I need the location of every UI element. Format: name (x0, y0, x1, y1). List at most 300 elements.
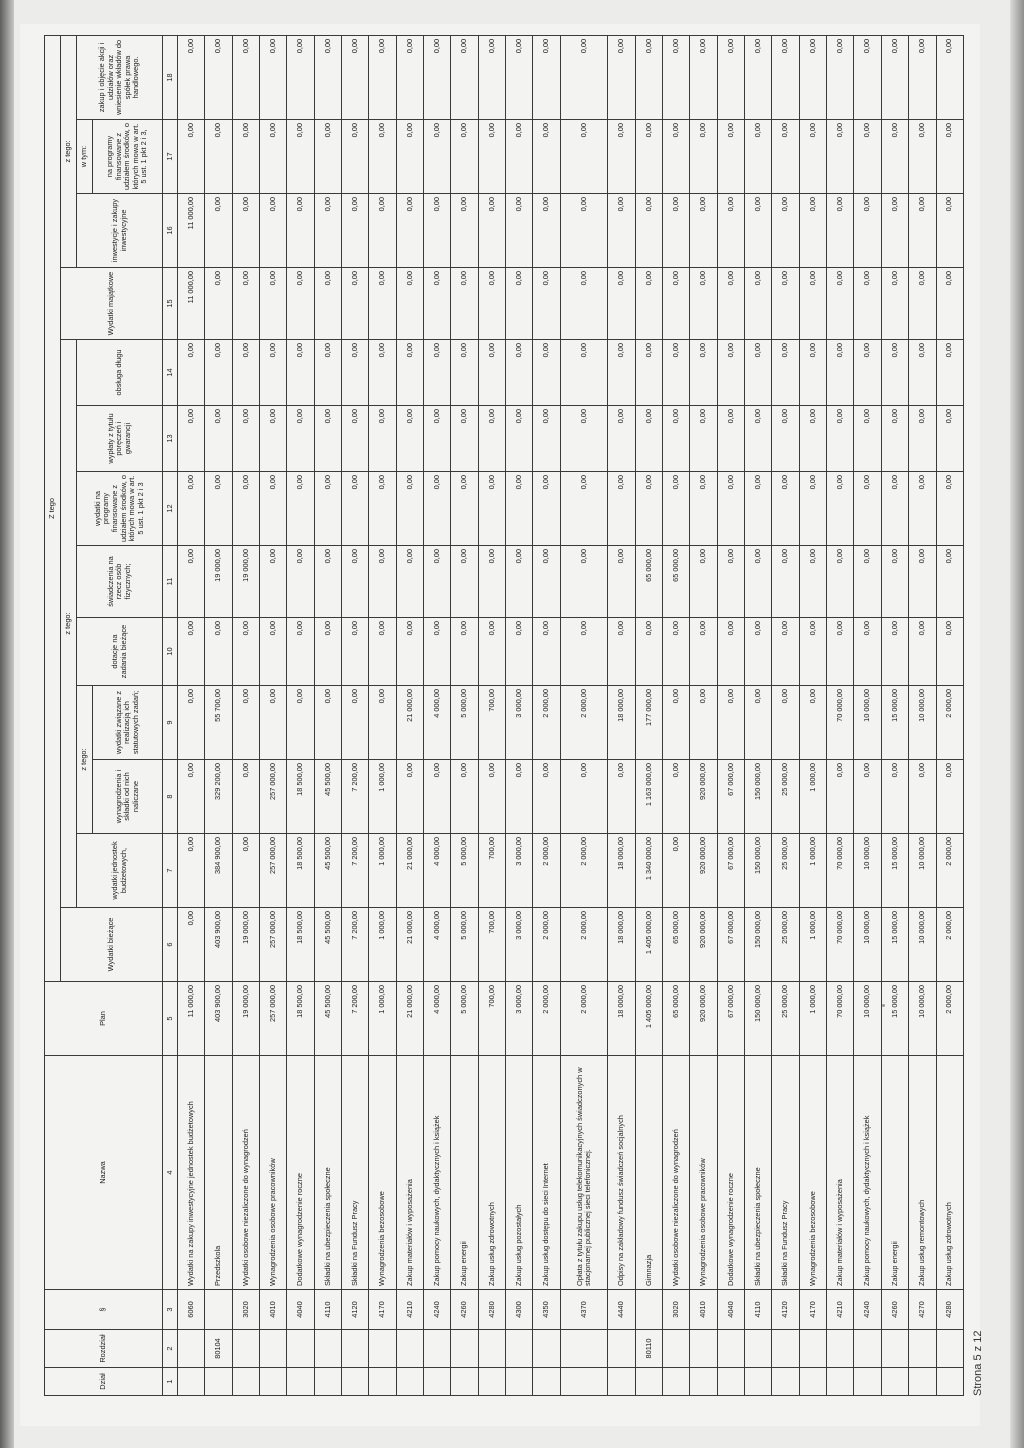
cell-value: 0,00 (854, 546, 881, 618)
cell-value: 0,00 (663, 472, 690, 546)
cell-value: 45 500,00 (314, 982, 341, 1056)
cell-value: 0,00 (342, 35, 369, 119)
cell-value: 0,00 (827, 618, 854, 686)
cell-value: 0,00 (717, 35, 744, 119)
cell-value: 21 000,00 (396, 686, 423, 760)
cell-value: 0,00 (178, 908, 205, 982)
cell-rozdzial (260, 1330, 287, 1368)
cell-value: 0,00 (909, 35, 936, 119)
cell-value: 2 000,00 (560, 834, 608, 908)
table-body (163, 35, 964, 1395)
cell-value: 0,00 (478, 760, 505, 834)
cell-value: 0,00 (478, 268, 505, 340)
cell-value: 0,00 (232, 120, 259, 194)
cell-dzial (478, 1368, 505, 1396)
cell-value: 0,00 (745, 194, 772, 268)
cell-value: 0,00 (690, 35, 717, 119)
scan-shadow-left (0, 0, 14, 1448)
column-number: 8 (163, 760, 178, 834)
cell-nazwa: Składki na ubezpieczenia społeczne (314, 1056, 341, 1290)
cell-value: 1 000,00 (799, 834, 826, 908)
cell-value: 0,00 (772, 406, 799, 472)
cell-value: 150 000,00 (745, 908, 772, 982)
cell-value: 0,00 (342, 472, 369, 546)
column-number: 6 (163, 908, 178, 982)
cell-value: 19 000,00 (232, 982, 259, 1056)
cell-rozdzial (690, 1330, 717, 1368)
cell-value: 0,00 (717, 340, 744, 406)
col-header-programy-ue: wydatki na programy finansowane z udziałem środków, o których mowa w art. 5 ust. 1 pkt 2 i 3 (77, 472, 163, 546)
table-row (506, 35, 533, 1395)
cell-value: 0,00 (772, 120, 799, 194)
cell-value: 0,00 (205, 194, 232, 268)
cell-value: 0,00 (369, 686, 396, 760)
cell-value: 0,00 (560, 120, 608, 194)
cell-value: 0,00 (287, 35, 314, 119)
cell-nazwa: Wynagrodzenia bezosobowe (799, 1056, 826, 1290)
table-row (772, 35, 799, 1395)
cell-paragraf: 4170 (799, 1290, 826, 1330)
cell-value: 0,00 (717, 120, 744, 194)
cell-value: 3 000,00 (506, 908, 533, 982)
cell-nazwa: Dodatkowe wynagrodzenie roczne (287, 1056, 314, 1290)
cell-value: 0,00 (608, 406, 635, 472)
cell-value: 0,00 (178, 120, 205, 194)
cell-value: 18 000,00 (608, 908, 635, 982)
cell-nazwa: Przedszkola (205, 1056, 232, 1290)
table-row (342, 35, 369, 1395)
cell-value: 0,00 (424, 35, 451, 119)
cell-value: 0,00 (342, 618, 369, 686)
cell-value: 0,00 (690, 546, 717, 618)
cell-value: 1 163 000,00 (635, 760, 662, 834)
col-header-wydatki-biezace: Wydatki bieżące (61, 908, 163, 982)
cell-value: 0,00 (827, 472, 854, 546)
cell-value: 0,00 (717, 472, 744, 546)
cell-paragraf: 4110 (745, 1290, 772, 1330)
cell-value: 0,00 (369, 194, 396, 268)
cell-value: 0,00 (451, 268, 478, 340)
cell-value: 0,00 (936, 546, 964, 618)
cell-value: 67 000,00 (717, 982, 744, 1056)
cell-paragraf: 4280 (478, 1290, 505, 1330)
cell-value: 0,00 (369, 340, 396, 406)
cell-value: 0,00 (232, 760, 259, 834)
cell-value: 55 700,00 (205, 686, 232, 760)
cell-value: 0,00 (854, 618, 881, 686)
cell-value: 0,00 (424, 472, 451, 546)
cell-value: 0,00 (314, 35, 341, 119)
column-number: 4 (163, 1056, 178, 1290)
cell-value: 0,00 (396, 340, 423, 406)
cell-value: 45 500,00 (314, 760, 341, 834)
cell-value: 920 000,00 (690, 982, 717, 1056)
cell-nazwa: Zakup materiałów i wyposażenia (827, 1056, 854, 1290)
cell-value: 0,00 (232, 472, 259, 546)
cell-value: 67 000,00 (717, 760, 744, 834)
cell-value: 0,00 (881, 618, 908, 686)
cell-value: 0,00 (635, 406, 662, 472)
cell-value: 0,00 (533, 760, 560, 834)
column-number: 15 (163, 268, 178, 340)
cell-value: 1 000,00 (369, 982, 396, 1056)
cell-value: 1 000,00 (369, 908, 396, 982)
cell-nazwa: Wynagrodzenia bezosobowe (369, 1056, 396, 1290)
cell-value: 70 000,00 (827, 908, 854, 982)
cell-value: 0,00 (745, 268, 772, 340)
cell-value: 0,00 (506, 268, 533, 340)
cell-value: 0,00 (506, 35, 533, 119)
cell-dzial (663, 1368, 690, 1396)
cell-paragraf: 4350 (533, 1290, 560, 1330)
cell-value: 2 000,00 (936, 982, 964, 1056)
col-header-obsluga-dlugu: obsługa długu (77, 340, 163, 406)
cell-rozdzial (506, 1330, 533, 1368)
cell-value: 0,00 (909, 194, 936, 268)
cell-paragraf: 4270 (909, 1290, 936, 1330)
cell-nazwa: Odpisy na zakładowy fundusz świadczeń socjalnych (608, 1056, 635, 1290)
cell-dzial (799, 1368, 826, 1396)
column-number-row (163, 35, 178, 1395)
cell-value: 0,00 (478, 618, 505, 686)
cell-value: 0,00 (260, 340, 287, 406)
col-header-wydatki-jednostek: wydatki jednostek budżetowych, (77, 834, 163, 908)
cell-value: 21 000,00 (396, 908, 423, 982)
document-page (20, 24, 984, 1426)
cell-value: 0,00 (663, 120, 690, 194)
cell-value: 0,00 (314, 406, 341, 472)
cell-value: 11 000,00 (178, 268, 205, 340)
cell-value: 0,00 (799, 120, 826, 194)
cell-nazwa: Zakup usług dostępu do sieci Internet (533, 1056, 560, 1290)
cell-value: 0,00 (451, 546, 478, 618)
cell-nazwa: Zakup usług zdrowotnych (936, 1056, 964, 1290)
cell-value: 70 000,00 (827, 982, 854, 1056)
cell-value: 700,00 (478, 908, 505, 982)
cell-value: 0,00 (369, 268, 396, 340)
cell-value: 10 000,00 (909, 908, 936, 982)
budget-expenditure-table (44, 35, 964, 1396)
cell-value: 0,00 (424, 406, 451, 472)
cell-value: 0,00 (717, 618, 744, 686)
cell-nazwa: Wydatki na zakupy inwestycyjne jednostek budżetowych (178, 1056, 205, 1290)
cell-rozdzial (451, 1330, 478, 1368)
cell-value: 257 000,00 (260, 760, 287, 834)
cell-value: 0,00 (909, 406, 936, 472)
cell-value: 0,00 (178, 472, 205, 546)
cell-nazwa: Składki na Fundusz Pracy (772, 1056, 799, 1290)
cell-value: 0,00 (799, 472, 826, 546)
cell-value: 15 000,00 (881, 686, 908, 760)
cell-value: 0,00 (506, 120, 533, 194)
cell-value: 0,00 (178, 618, 205, 686)
cell-value: 5 000,00 (451, 834, 478, 908)
cell-value: 0,00 (608, 194, 635, 268)
cell-value: 0,00 (451, 340, 478, 406)
cell-value: 0,00 (424, 268, 451, 340)
cell-paragraf: 4440 (608, 1290, 635, 1330)
cell-paragraf: 4260 (881, 1290, 908, 1330)
cell-value: 0,00 (608, 760, 635, 834)
cell-value: 0,00 (909, 546, 936, 618)
cell-paragraf: 6060 (178, 1290, 205, 1330)
cell-value: 0,00 (827, 546, 854, 618)
cell-value: 0,00 (690, 268, 717, 340)
cell-rozdzial: 80104 (205, 1330, 232, 1368)
cell-value: 0,00 (178, 340, 205, 406)
cell-value: 0,00 (533, 268, 560, 340)
col-header-zakup-akcji: zakup i objęcie akcji i udziałów oraz wniesienie wkładów do spółek prawa handlowego. (77, 35, 163, 119)
cell-value: 0,00 (260, 268, 287, 340)
cell-value: 0,00 (533, 120, 560, 194)
table-row (909, 35, 936, 1395)
cell-value: 0,00 (827, 340, 854, 406)
table-row (854, 35, 881, 1395)
cell-rozdzial (663, 1330, 690, 1368)
cell-value: 3 000,00 (506, 686, 533, 760)
cell-value: 19 000,00 (205, 546, 232, 618)
cell-value: 0,00 (533, 194, 560, 268)
cell-value: 15 000,00 (881, 908, 908, 982)
cell-value: 0,00 (690, 120, 717, 194)
cell-value: 0,00 (533, 546, 560, 618)
cell-value: 0,00 (451, 406, 478, 472)
table-row (478, 35, 505, 1395)
cell-value: 0,00 (936, 340, 964, 406)
cell-value: 3 000,00 (506, 982, 533, 1056)
cell-value: 0,00 (369, 472, 396, 546)
cell-value: 25 000,00 (772, 982, 799, 1056)
cell-value: 150 000,00 (745, 834, 772, 908)
cell-value: 0,00 (232, 35, 259, 119)
column-number: 13 (163, 406, 178, 472)
cell-dzial (560, 1368, 608, 1396)
cell-nazwa: Zakup energii (451, 1056, 478, 1290)
cell-dzial (396, 1368, 423, 1396)
cell-paragraf: 4280 (936, 1290, 964, 1330)
cell-rozdzial (772, 1330, 799, 1368)
cell-value: 45 500,00 (314, 908, 341, 982)
col-header-poreczenia: wypłaty z tytułu poręczeń i gwarancji (77, 406, 163, 472)
cell-value: 0,00 (287, 194, 314, 268)
cell-value: 4 000,00 (424, 908, 451, 982)
cell-value: 0,00 (396, 194, 423, 268)
cell-dzial (854, 1368, 881, 1396)
cell-value: 0,00 (560, 268, 608, 340)
cell-paragraf: 4170 (369, 1290, 396, 1330)
cell-value: 0,00 (451, 35, 478, 119)
cell-value: 0,00 (827, 194, 854, 268)
table-row (533, 35, 560, 1395)
cell-value: 70 000,00 (827, 834, 854, 908)
cell-nazwa: Wynagrodzenia osobowe pracowników (690, 1056, 717, 1290)
cell-value: 0,00 (799, 546, 826, 618)
cell-nazwa: Gimnazja (635, 1056, 662, 1290)
cell-value: 0,00 (745, 35, 772, 119)
cell-value: 0,00 (799, 35, 826, 119)
cell-rozdzial (608, 1330, 635, 1368)
cell-value: 0,00 (396, 406, 423, 472)
cell-value: 0,00 (205, 406, 232, 472)
cell-value: 0,00 (260, 546, 287, 618)
cell-value: 15 000,00 (881, 982, 908, 1056)
cell-value: 10 000,00 (854, 686, 881, 760)
cell-value: 2 000,00 (560, 982, 608, 1056)
cell-value: 19 000,00 (232, 546, 259, 618)
cell-value: 0,00 (178, 834, 205, 908)
cell-value: 0,00 (854, 472, 881, 546)
cell-dzial (608, 1368, 635, 1396)
cell-value: 0,00 (506, 760, 533, 834)
cell-value: 0,00 (854, 760, 881, 834)
cell-value: 2 000,00 (533, 834, 560, 908)
cell-rozdzial (232, 1330, 259, 1368)
cell-value: 18 000,00 (608, 834, 635, 908)
cell-value: 0,00 (287, 618, 314, 686)
table-row (827, 35, 854, 1395)
cell-rozdzial (342, 1330, 369, 1368)
cell-value: 0,00 (854, 35, 881, 119)
cell-value: 0,00 (178, 546, 205, 618)
cell-value: 0,00 (478, 406, 505, 472)
table-row (745, 35, 772, 1395)
cell-value: 0,00 (232, 618, 259, 686)
cell-value: 0,00 (608, 120, 635, 194)
cell-value: 0,00 (881, 120, 908, 194)
cell-value: 0,00 (827, 120, 854, 194)
cell-value: 10 000,00 (909, 686, 936, 760)
cell-value: 0,00 (854, 194, 881, 268)
table-row (799, 35, 826, 1395)
cell-paragraf: 4300 (506, 1290, 533, 1330)
col-header-swiadczenia: świadczenia na rzecz osób fizycznych; (77, 546, 163, 618)
cell-nazwa: Zakup pomocy naukowych, dydaktycznych i książek (854, 1056, 881, 1290)
cell-value: 0,00 (342, 268, 369, 340)
cell-value: 0,00 (799, 686, 826, 760)
cell-dzial (827, 1368, 854, 1396)
cell-dzial (936, 1368, 964, 1396)
cell-value: 0,00 (560, 406, 608, 472)
cell-value: 2 000,00 (560, 686, 608, 760)
cell-value: 0,00 (663, 35, 690, 119)
cell-value: 18 500,00 (287, 834, 314, 908)
group-header-w-tym: w tym: (77, 120, 93, 194)
cell-value: 0,00 (909, 618, 936, 686)
cell-nazwa: Zakup usług remontowych (909, 1056, 936, 1290)
cell-nazwa: Zakup materiałów i wyposażenia (396, 1056, 423, 1290)
cell-value: 21 000,00 (396, 834, 423, 908)
cell-value: 0,00 (799, 268, 826, 340)
cell-value: 25 000,00 (772, 760, 799, 834)
cell-dzial (635, 1368, 662, 1396)
cell-value: 5 000,00 (451, 982, 478, 1056)
cell-value: 11 000,00 (178, 194, 205, 268)
cell-paragraf: 3020 (663, 1290, 690, 1330)
cell-value: 0,00 (799, 618, 826, 686)
cell-value: 0,00 (205, 472, 232, 546)
col-header-nazwa: Nazwa (45, 1056, 163, 1290)
cell-value: 0,00 (717, 194, 744, 268)
cell-value: 11 000,00 (178, 982, 205, 1056)
cell-value: 0,00 (478, 546, 505, 618)
cell-value: 0,00 (506, 472, 533, 546)
group-header-z-tego: Z tego (45, 35, 61, 981)
cell-value: 177 000,00 (635, 686, 662, 760)
cell-value: 0,00 (690, 472, 717, 546)
cell-value: 0,00 (560, 546, 608, 618)
cell-paragraf: 4010 (260, 1290, 287, 1330)
cell-value: 0,00 (560, 340, 608, 406)
cell-value: 0,00 (205, 618, 232, 686)
cell-rozdzial (396, 1330, 423, 1368)
cell-value: 0,00 (342, 194, 369, 268)
cell-paragraf (205, 1290, 232, 1330)
cell-value: 18 000,00 (608, 686, 635, 760)
cell-value: 0,00 (260, 194, 287, 268)
cell-dzial (451, 1368, 478, 1396)
cell-value: 0,00 (936, 120, 964, 194)
cell-rozdzial (314, 1330, 341, 1368)
cell-value: 403 900,00 (205, 908, 232, 982)
cell-paragraf: 4010 (690, 1290, 717, 1330)
cell-value: 0,00 (342, 686, 369, 760)
cell-rozdzial (799, 1330, 826, 1368)
cell-rozdzial (533, 1330, 560, 1368)
cell-value: 0,00 (424, 546, 451, 618)
cell-dzial (178, 1368, 205, 1396)
cell-value: 1 405 000,00 (635, 908, 662, 982)
cell-value: 0,00 (827, 406, 854, 472)
column-number: 18 (163, 35, 178, 119)
cell-value: 0,00 (745, 406, 772, 472)
cell-value: 1 000,00 (799, 982, 826, 1056)
cell-value: 0,00 (560, 194, 608, 268)
cell-value: 0,00 (608, 340, 635, 406)
cell-value: 7 200,00 (342, 982, 369, 1056)
group-header-z-tego-jednostek: z tego: (77, 686, 93, 834)
cell-value: 0,00 (854, 120, 881, 194)
cell-value: 0,00 (369, 35, 396, 119)
cell-value: 0,00 (396, 472, 423, 546)
cell-value: 7 200,00 (342, 908, 369, 982)
cell-value: 920 000,00 (690, 760, 717, 834)
cell-value: 0,00 (635, 268, 662, 340)
column-number: 16 (163, 194, 178, 268)
cell-value: 0,00 (745, 120, 772, 194)
cell-value: 0,00 (314, 194, 341, 268)
cell-value: 0,00 (717, 546, 744, 618)
cell-value: 0,00 (936, 472, 964, 546)
cell-value: 0,00 (260, 618, 287, 686)
cell-paragraf: 4260 (451, 1290, 478, 1330)
cell-value: 10 000,00 (854, 834, 881, 908)
cell-value: 0,00 (827, 268, 854, 340)
cell-value: 0,00 (314, 546, 341, 618)
cell-value: 150 000,00 (745, 760, 772, 834)
cell-value: 0,00 (232, 686, 259, 760)
cell-value: 0,00 (478, 340, 505, 406)
table-row (178, 35, 205, 1395)
cell-value: 0,00 (369, 406, 396, 472)
column-number: 7 (163, 834, 178, 908)
cell-value: 700,00 (478, 982, 505, 1056)
cell-value: 0,00 (560, 35, 608, 119)
cell-value: 0,00 (287, 472, 314, 546)
cell-value: 0,00 (533, 618, 560, 686)
cell-nazwa: Zakup energii (881, 1056, 908, 1290)
cell-value: 0,00 (451, 760, 478, 834)
cell-value: 0,00 (717, 268, 744, 340)
